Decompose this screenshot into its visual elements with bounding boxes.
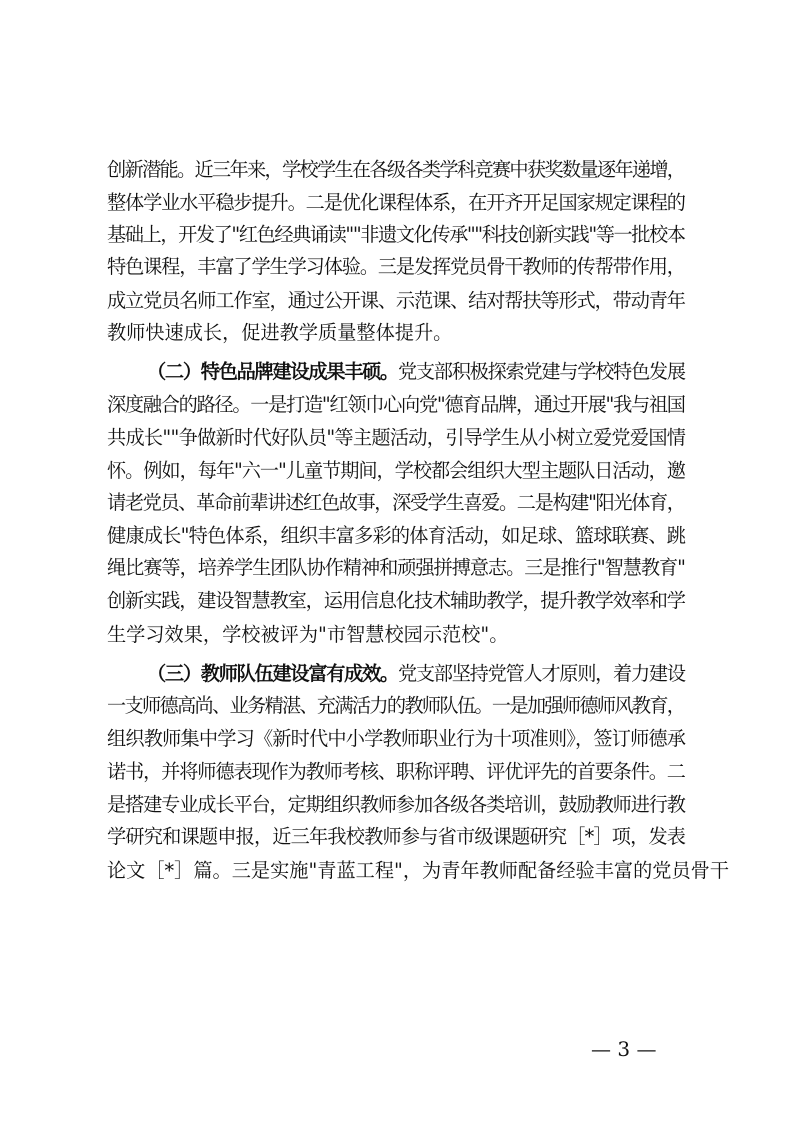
paragraph-text: 怀。例如，每年"六一"儿童节期间，学校都会组织大型主题队日活动，邀 <box>107 459 685 482</box>
text-line-content <box>147 357 685 387</box>
paragraph-text: 特色课程，丰富了学生学习体验。三是发挥党员骨干教师的传帮带作用， <box>107 255 685 278</box>
text-line <box>0 456 793 486</box>
paragraph-text: 党支部积极探索党建与学校特色发展 <box>397 360 685 383</box>
paragraph-text: 创新潜能。近三年来，学校学生在各级各类学科竞赛中获奖数量逐年递增， <box>107 158 685 181</box>
text-line <box>0 856 793 886</box>
text-line-content <box>147 659 685 689</box>
text-line <box>0 423 793 453</box>
text-line <box>0 155 793 185</box>
text-line <box>0 357 793 387</box>
paragraph-text: 是搭建专业成长平台，定期组织教师参加各级各类培训，鼓励教师进行教 <box>107 793 685 816</box>
paragraph-text: 深度融合的路径。一是打造"红领巾心向党"德育品牌，通过开展"我与祖国 <box>107 393 685 416</box>
text-line <box>0 220 793 250</box>
text-line <box>0 521 793 551</box>
text-line-content <box>107 488 685 518</box>
text-line-content <box>107 790 685 820</box>
text-line-content <box>107 188 685 218</box>
paragraph-text: 教师快速成长，促进教学质量整体提升。 <box>107 321 453 344</box>
text-line-content <box>107 423 685 453</box>
text-line-content <box>107 620 508 650</box>
text-line-content <box>107 553 685 583</box>
text-line <box>0 252 793 282</box>
paragraph-text: 一支师德高尚、业务精湛、充满活力的教师队伍。一是加强师德师风教育， <box>107 694 685 717</box>
paragraph-text: 绳比赛等，培养学生团队协作精神和顽强拼搏意志。三是推行"智慧教育" <box>107 556 685 579</box>
paragraph-text: 整体学业水平稳步提升。二是优化课程体系，在开齐开足国家规定课程的 <box>107 191 685 214</box>
text-line-content <box>107 822 685 852</box>
text-line <box>0 691 793 721</box>
text-line-content <box>107 757 685 787</box>
text-line <box>0 620 793 650</box>
text-line <box>0 724 793 754</box>
paragraph-text: 组织教师集中学习《新时代中小学教师职业行为十项准则》，签订师德承 <box>107 727 686 750</box>
paragraph-text: 基础上，开发了"红色经典诵读""非遗文化传承""科技创新实践"等一批校本 <box>107 223 685 246</box>
text-line <box>0 553 793 583</box>
text-line <box>0 188 793 218</box>
paragraph-text: 请老党员、革命前辈讲述红色故事，深受学生喜爱。二是构建"阳光体育， <box>107 491 685 514</box>
text-line <box>0 390 793 420</box>
text-line-content <box>107 220 685 250</box>
paragraph-text: 共成长""争做新时代好队员"等主题活动，引导学生从小树立爱党爱国情 <box>107 426 686 449</box>
text-line-content <box>107 286 685 316</box>
text-line-content <box>107 456 685 486</box>
text-line-content <box>107 521 685 551</box>
section-heading: （二）特色品牌建设成果丰硕。 <box>147 360 398 383</box>
text-line-content <box>107 856 729 886</box>
text-line-content <box>107 252 685 282</box>
paragraph-text: 成立党员名师工作室，通过公开课、示范课、结对帮扶等形式，带动青年 <box>107 289 685 312</box>
text-line-content <box>107 155 684 185</box>
paragraph-text: 论文［*］篇。三是实施"青蓝工程"，为青年教师配备经验丰富的党员骨干 <box>107 859 730 882</box>
paragraph-text: 生学习效果，学校被评为"市智慧校园示范校"。 <box>107 623 509 646</box>
text-line <box>0 586 793 616</box>
page-number: — 3 — <box>591 1037 657 1061</box>
paragraph-text: 学研究和课题申报，近三年我校教师参与省市级课题研究［*］项，发表 <box>107 825 686 848</box>
text-line-content <box>107 691 684 721</box>
paragraph-text: 诺书，并将师德表现作为教师考核、职称评聘、评优评先的首要条件。二 <box>107 760 685 783</box>
text-line <box>0 286 793 316</box>
section-heading: （三）教师队伍建设富有成效。 <box>147 662 398 685</box>
text-line <box>0 822 793 852</box>
paragraph-text: 党支部坚持党管人才原则，着力建设 <box>397 662 685 685</box>
paragraph-text: 创新实践，建设智慧教室，运用信息化技术辅助教学，提升教学效率和学 <box>107 589 685 612</box>
text-line-content <box>107 318 452 348</box>
text-line <box>0 659 793 689</box>
paragraph-text: 健康成长"特色体系，组织丰富多彩的体育活动，如足球、篮球联赛、跳 <box>107 524 686 547</box>
text-line <box>0 757 793 787</box>
text-line-content <box>107 724 685 754</box>
text-line-content <box>107 586 685 616</box>
text-line <box>0 790 793 820</box>
text-line <box>0 488 793 518</box>
text-line-content <box>107 390 685 420</box>
text-line <box>0 318 793 348</box>
